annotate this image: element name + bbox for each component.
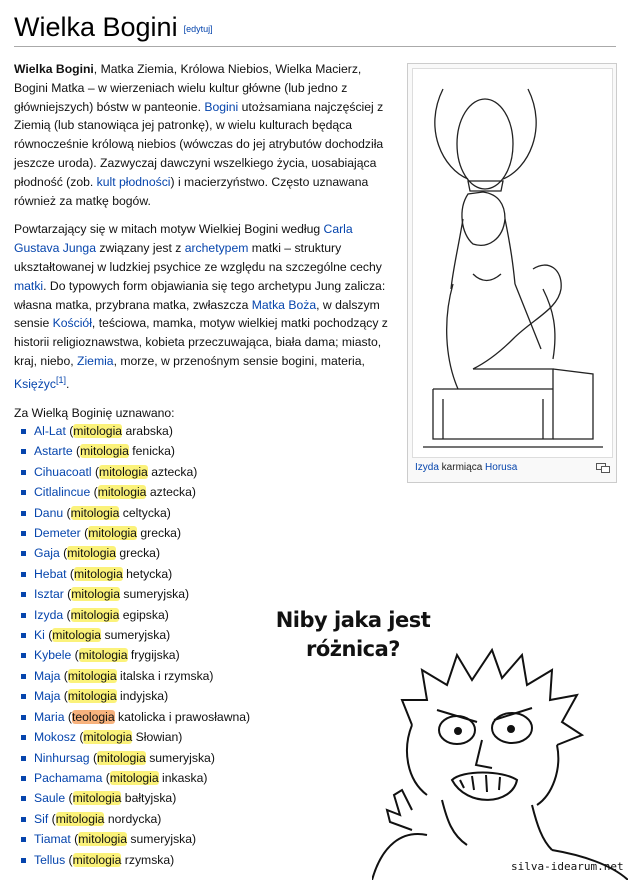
- figure-caption: [415, 462, 517, 473]
- highlighted-term: mitologia: [80, 444, 129, 459]
- highlighted-term: mitologia: [72, 852, 122, 867]
- list-item: Tiamat (mitologia sumeryjska): [14, 829, 250, 849]
- highlighted-term: mitologia: [109, 770, 159, 785]
- highlighted-term: mitologia: [97, 485, 147, 500]
- link-ksiezyc[interactable]: Księżyc: [14, 376, 56, 391]
- list-item: Danu (mitologia celtycka): [14, 503, 250, 523]
- item-description: grecka): [140, 526, 181, 541]
- article-body: [14, 60, 394, 432]
- highlighted-term: mitologia: [83, 730, 133, 745]
- text: , Matka Ziemia, Królowa Niebios, Wielka Macierz, Bogini Matka – w wierzeniach wielu kultur główne (lub jedno z główniejszych) bóstw w panteonie.: [14, 62, 362, 114]
- highlighted-term: mitologia: [70, 505, 120, 520]
- goddess-link[interactable]: Astarte: [34, 444, 73, 459]
- goddess-link[interactable]: Saule: [34, 791, 66, 806]
- item-description: rzymska): [124, 852, 175, 867]
- list-item: Tellus (mitologia rzymska): [14, 850, 250, 870]
- goddess-link[interactable]: Isztar: [34, 587, 64, 602]
- highlighted-term: mitologia: [78, 648, 128, 663]
- list-item: Astarte (mitologia fenicka): [14, 441, 250, 461]
- isis-illustration[interactable]: [412, 68, 613, 458]
- title-divider: [14, 46, 616, 47]
- highlighted-term: mitologia: [88, 526, 137, 541]
- list-item: Saule (mitologia bałtyjska): [14, 788, 250, 808]
- text: matki – struktury ukształtowanej w ludzkiej psychice ze względu na szczególne cechy: [14, 241, 382, 274]
- item-description: aztecka): [149, 485, 196, 500]
- link-kult-plodnosci[interactable]: kult płodności: [96, 174, 171, 189]
- item-description: arabska): [125, 424, 173, 438]
- reference-link[interactable]: [1]: [56, 374, 67, 385]
- text: , morze, w przenośnym sensie bogini, materia,: [113, 353, 365, 368]
- list-item: Ki (mitologia sumeryjska): [14, 625, 250, 645]
- highlighted-term: mitologia: [73, 566, 123, 581]
- meme-line-1: Niby jaka jest: [275, 608, 431, 632]
- item-description: nordycka): [107, 811, 162, 826]
- caption-text: karmiąca: [438, 462, 486, 473]
- item-description: frygijska): [130, 648, 180, 663]
- edit-link[interactable]: [edytuj]: [183, 23, 213, 34]
- list-item: Maja (mitologia italska i rzymska): [14, 666, 250, 686]
- goddess-link[interactable]: Izyda: [34, 607, 64, 622]
- isis-drawing: [413, 69, 612, 457]
- list-item: Cihuacoatl (mitologia aztecka): [14, 462, 250, 482]
- highlighted-term: mitologia: [71, 587, 121, 602]
- paragraph-jung: [14, 220, 394, 393]
- highlighted-term: mitologia: [99, 464, 148, 479]
- text: .: [66, 376, 70, 391]
- text: związany jest z: [95, 241, 185, 256]
- goddess-link[interactable]: Maja: [34, 668, 61, 683]
- list-item: Maja (mitologia indyjska): [14, 686, 250, 706]
- list-item: Sif (mitologia nordycka): [14, 809, 250, 829]
- item-description: hetycka): [126, 566, 173, 581]
- list-item: Isztar (mitologia sumeryjska): [14, 584, 250, 604]
- item-description: indyjska): [120, 689, 169, 704]
- link-matki[interactable]: matki: [14, 278, 44, 293]
- highlighted-term: mitologia: [67, 668, 117, 683]
- item-description: sumeryjska): [130, 832, 197, 847]
- y-u-no-face-drawing: [372, 630, 628, 880]
- item-description: celtycka): [122, 505, 171, 520]
- paragraph-intro: [14, 60, 394, 210]
- goddess-link[interactable]: Maja: [34, 689, 61, 704]
- goddess-link[interactable]: Mokosz: [34, 730, 76, 745]
- page-title: [14, 12, 213, 43]
- goddess-link[interactable]: Tellus: [34, 852, 66, 867]
- text: , teściowa, mamka, motyw wielkiej matki pochodzący z historii religioznawstwa, kobieta przeczuwająca, biała dama; miasto, kraj, niebo,: [14, 316, 388, 368]
- highlighted-term: mitologia: [67, 546, 116, 561]
- text: , w dalszym sensie: [14, 297, 380, 331]
- item-description: sumeryjska): [123, 587, 190, 602]
- highlighted-term: mitologia: [73, 424, 123, 438]
- goddess-link[interactable]: Pachamama: [34, 770, 103, 785]
- item-description: bałtyjska): [124, 791, 177, 806]
- list-item: Mokosz (mitologia Słowian): [14, 727, 250, 747]
- text: utożsamiana najczęściej z Ziemią (lub stanowiąca jej patronkę), w wielu kulturach będąca równocześnie królową niebios (wówczas do jej atrybutów dochodziła jeszcze uroda). Zazwyczaj dawczyni wszelkiego życia, uosabiająca płodność (zob.: [14, 99, 384, 189]
- link-matka-boza[interactable]: Matka Boża: [251, 297, 317, 312]
- highlighted-term: mitologia: [72, 791, 122, 806]
- item-description: grecka): [119, 546, 161, 561]
- highlighted-term: mitologia: [52, 628, 102, 643]
- list-item: Kybele (mitologia frygijska): [14, 645, 250, 665]
- list-item: Gaja (mitologia grecka): [14, 543, 250, 563]
- item-description: egipska): [122, 607, 169, 622]
- list-item: Citlalincue (mitologia aztecka): [14, 482, 250, 502]
- goddess-link[interactable]: Ninhursag: [34, 750, 90, 765]
- link-kosciol[interactable]: Kościół: [52, 316, 92, 331]
- meme-line-2: różnica?: [306, 637, 400, 661]
- item-description: aztecka): [151, 464, 198, 479]
- link-ziemia[interactable]: Ziemia: [77, 353, 114, 368]
- highlighted-term: mitologia: [70, 607, 120, 622]
- goddess-link[interactable]: Hebat: [34, 566, 67, 581]
- list-intro: Za Wielką Boginię uznawano:: [14, 405, 175, 420]
- link-jung[interactable]: Carla Gustava Junga: [14, 222, 353, 256]
- highlighted-term: mitologia: [55, 811, 105, 826]
- list-item: Hebat (mitologia hetycka): [14, 564, 250, 584]
- article-title: Wielka Bogini: [14, 12, 178, 42]
- highlighted-term: mitologia: [78, 832, 128, 847]
- goddess-link[interactable]: Al-Lat: [34, 424, 66, 438]
- list-item: Demeter (mitologia grecka): [14, 523, 250, 543]
- item-description: italska i rzymska): [120, 668, 214, 683]
- goddess-link[interactable]: Gaja: [34, 546, 60, 561]
- text: Powtarzający się w mitach motyw Wielkiej Bogini według: [14, 222, 324, 237]
- link-archetyp[interactable]: archetypem: [184, 241, 249, 256]
- item-description: katolicka i prawosławna): [118, 709, 251, 724]
- watermark-text: silva-idearum.net: [511, 860, 624, 873]
- list-item: Izyda (mitologia egipska): [14, 605, 250, 625]
- link-bogini[interactable]: Bogini: [204, 99, 239, 114]
- highlighted-term: mitologia: [67, 689, 117, 704]
- caption-link-izyda[interactable]: Izyda: [415, 462, 439, 473]
- goddess-link[interactable]: Cihuacoatl: [34, 464, 92, 479]
- caption-link-horus[interactable]: Horusa: [485, 462, 518, 473]
- list-item: Maria (teologia katolicka i prawosławna): [14, 707, 250, 727]
- goddess-link[interactable]: Maria: [34, 709, 65, 724]
- list-item: Pachamama (mitologia inkaska): [14, 768, 250, 788]
- text: . Do typowych form objawiania się tego archetypu Jung zalicza: własna matka, przybrana matka, zwłaszcza: [14, 278, 386, 312]
- figure-thumbnail: [407, 63, 617, 483]
- list-item: Al-Lat (mitologia arabska): [14, 421, 250, 441]
- goddess-link[interactable]: Kybele: [34, 648, 72, 663]
- goddess-link[interactable]: Citlalincue: [34, 485, 91, 500]
- goddess-link[interactable]: Demeter: [34, 526, 81, 541]
- item-description: Słowian): [135, 730, 183, 745]
- enlarge-icon[interactable]: [596, 463, 610, 473]
- item-description: fenicka): [132, 444, 175, 459]
- goddess-list: [14, 421, 250, 870]
- goddess-link[interactable]: Tiamat: [34, 832, 71, 847]
- highlighted-term: teologia: [71, 709, 115, 724]
- goddess-link[interactable]: Danu: [34, 505, 64, 520]
- bold-term: Wielka Bogini: [14, 62, 94, 76]
- item-description: sumeryjska): [149, 750, 215, 765]
- list-item: Ninhursag (mitologia sumeryjska): [14, 748, 250, 768]
- goddess-link[interactable]: Ki: [34, 628, 45, 643]
- item-description: sumeryjska): [104, 628, 171, 643]
- text: ) i macierzyństwo. Często uznawana również za matkę bogów.: [14, 174, 369, 208]
- goddess-link[interactable]: Sif: [34, 811, 49, 826]
- highlighted-term: mitologia: [97, 750, 146, 765]
- item-description: inkaska): [162, 770, 208, 785]
